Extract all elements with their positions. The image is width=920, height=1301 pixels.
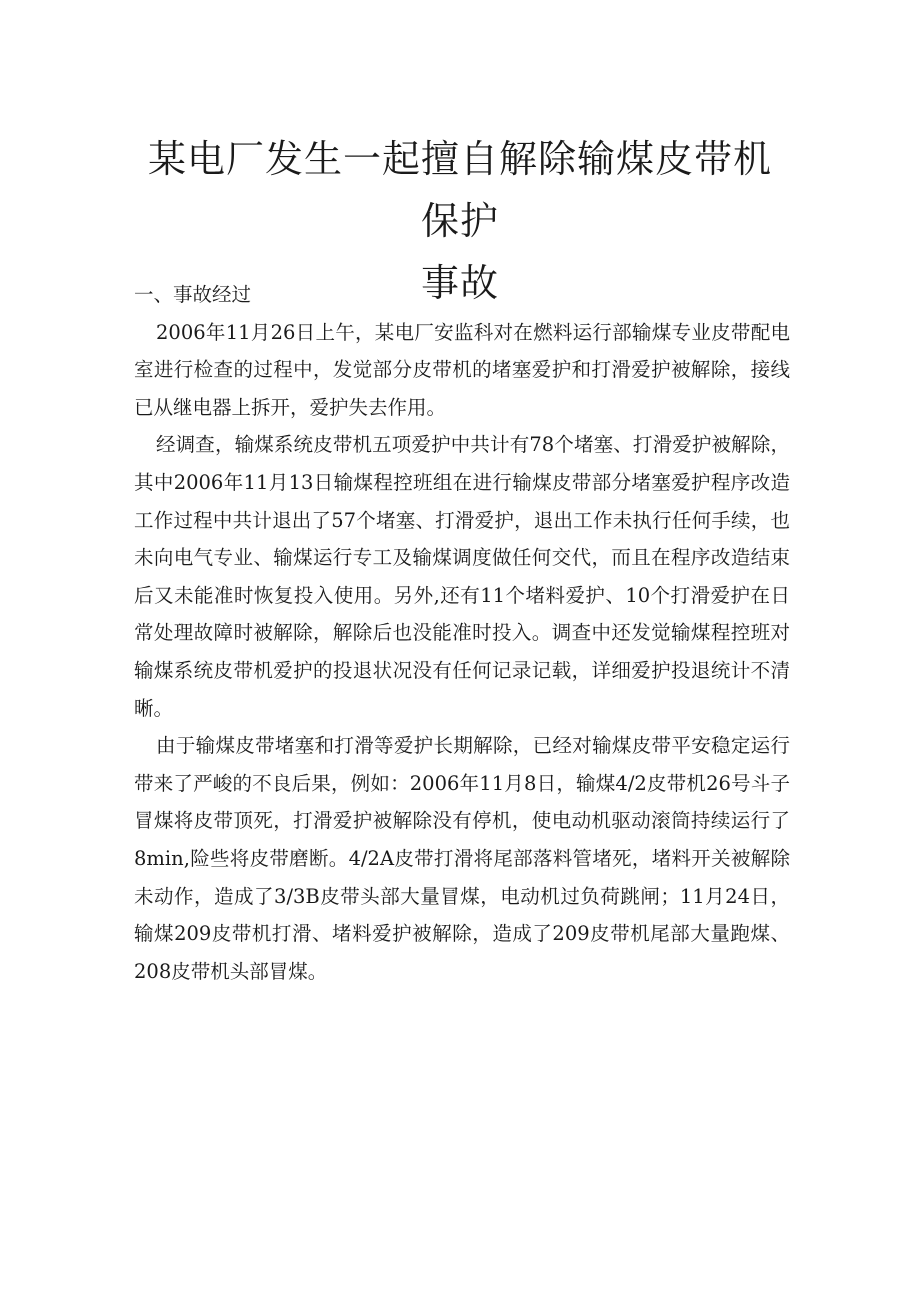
title-line-1: 某电厂发生一起擅自解除输煤皮带机保护 [147,137,772,243]
paragraph-2: 经调查，输煤系统皮带机五项爱护中共计有78个堵塞、打滑爱护被解除，其中2006年11月13日输煤程控班组在进行输煤皮带部分堵塞爱护程序改造工作过程中共计退出了57个堵塞、打滑爱护，退出工作未执行任何手续，也未向电气专业、输煤运行专工及输煤调度做任何交代，而且在程序改造结束后又未能准时恢复投入使用。另外,还有11个堵料爱护、10个打滑爱护在日常处理故障时被解除，解除后也没能准时投入。调查中还发觉输煤程控班对输煤系统皮带机爱护的投退状况没有任何记录记载，详细爱护投退统计不清晰。 [134,433,790,720]
document-body [134,276,790,990]
section-heading: 一、事故经过 [134,283,252,306]
title-line-2: 事故 [420,261,499,305]
paragraph-3: 由于输煤皮带堵塞和打滑等爱护长期解除，已经对输煤皮带平安稳定运行带来了严峻的不良后果，例如：2006年11月8日，输煤4/2皮带机26号斗子冒煤将皮带顶死，打滑爱护被解除没有停机，使电动机驱动滚筒持续运行了8min,险些将皮带磨断。4/2A皮带打滑将尾部落料管堵死，堵料开关被解除未动作，造成了3/3B皮带头部大量冒煤，电动机过负荷跳闸；11月24日，输煤209皮带机打滑、堵料爱护被解除，造成了209皮带机尾部大量跑煤、208皮带机头部冒煤。 [134,734,790,983]
paragraph-1: 2006年11月26日上午，某电厂安监科对在燃料运行部输煤专业皮带配电室进行检查的过程中，发觉部分皮带机的堵塞爱护和打滑爱护被解除，接线已从继电器上拆开，爱护失去作用。 [134,320,790,419]
